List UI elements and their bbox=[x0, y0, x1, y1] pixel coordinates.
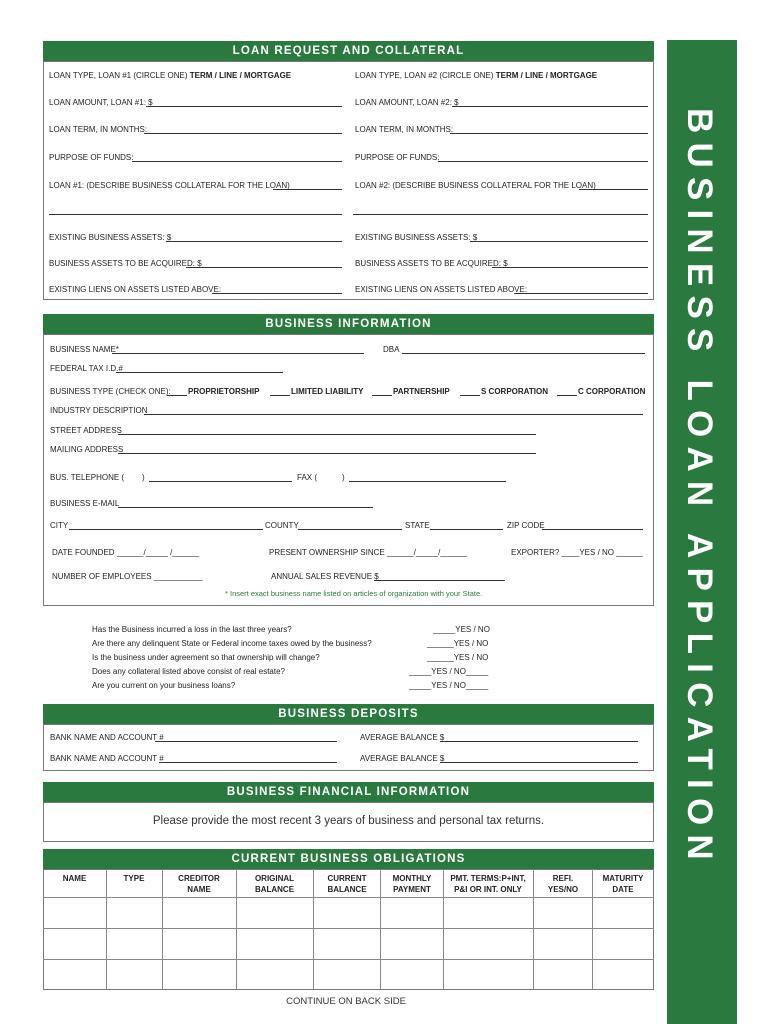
loan1-liens-label: EXISTING LIENS ON ASSETS LISTED ABOVE: bbox=[49, 285, 222, 294]
zip-field[interactable] bbox=[542, 529, 643, 530]
dba-field[interactable] bbox=[402, 353, 645, 354]
llc-option: LIMITED LIABILITY bbox=[291, 387, 364, 396]
column-divider bbox=[443, 869, 444, 990]
business-info-title: BUSINESS INFORMATION bbox=[43, 314, 654, 334]
county-label: COUNTY bbox=[265, 521, 299, 530]
question-current-loans: Are you current on your business loans? bbox=[92, 681, 236, 690]
col-header-current: CURRENT BALANCE bbox=[327, 874, 367, 894]
partnership-checkbox[interactable] bbox=[372, 395, 392, 396]
col-header-type: TYPE bbox=[123, 874, 145, 883]
fax-paren: ) bbox=[342, 473, 345, 482]
industry-field[interactable] bbox=[144, 414, 643, 415]
loan1-term-field[interactable] bbox=[144, 133, 342, 134]
loan2-assets-field[interactable] bbox=[470, 241, 648, 242]
business-type-label: BUSINESS TYPE (CHECK ONE): bbox=[50, 387, 171, 396]
loan2-purpose-field[interactable] bbox=[438, 161, 648, 162]
business-name-label: BUSINESS NAME* bbox=[50, 345, 119, 354]
tax-id-field[interactable] bbox=[116, 372, 283, 373]
column-divider bbox=[236, 869, 237, 990]
loan1-amount-field[interactable] bbox=[146, 106, 342, 107]
answer-current-loans[interactable]: _____YES / NO_____ bbox=[409, 681, 489, 690]
loan1-purpose-label: PURPOSE OF FUNDS: bbox=[49, 153, 134, 162]
loan1-collateral-field[interactable] bbox=[273, 189, 342, 190]
loan1-collateral-field-2[interactable] bbox=[49, 214, 342, 215]
ownership-label: PRESENT OWNERSHIP SINCE ______/_____/______ bbox=[269, 548, 468, 557]
county-field[interactable] bbox=[298, 529, 402, 530]
exporter-label: EXPORTER? ____YES / NO ______ bbox=[511, 548, 643, 557]
obligations-title: CURRENT BUSINESS OBLIGATIONS bbox=[43, 849, 654, 869]
state-label: STATE bbox=[405, 521, 430, 530]
partnership-option: PARTNERSHIP bbox=[393, 387, 450, 396]
continue-note: CONTINUE ON BACK SIDE bbox=[286, 996, 406, 1007]
answer-ownership[interactable]: ______YES / NO bbox=[427, 653, 489, 662]
question-loss: Has the Business incurred a loss in the last three years? bbox=[92, 625, 292, 634]
llc-checkbox[interactable] bbox=[270, 395, 290, 396]
avg2-field[interactable] bbox=[440, 762, 638, 763]
loan2-purpose-label: PURPOSE OF FUNDS: bbox=[355, 153, 440, 162]
row-divider bbox=[43, 959, 654, 960]
col-header-creditor: CREDITOR NAME bbox=[178, 874, 220, 894]
dba-label: DBA bbox=[383, 345, 400, 354]
loan1-liens-field[interactable] bbox=[212, 293, 342, 294]
financial-instruction: Please provide the most recent 3 years of business and personal tax returns. bbox=[152, 815, 545, 827]
s-corp-checkbox[interactable] bbox=[460, 395, 480, 396]
telephone-label: BUS. TELEPHONE ( bbox=[50, 473, 125, 482]
financial-title: BUSINESS FINANCIAL INFORMATION bbox=[43, 782, 654, 802]
col-header-original: ORIGINAL BALANCE bbox=[254, 874, 295, 894]
date-founded-field[interactable]: ______/_____ /______ bbox=[116, 548, 200, 557]
loan1-assets-label: EXISTING BUSINESS ASSETS: $ bbox=[49, 233, 172, 242]
loan2-collateral-field[interactable] bbox=[579, 189, 648, 190]
answer-loss[interactable]: _____YES / NO bbox=[433, 625, 490, 634]
loan2-acquired-label: BUSINESS ASSETS TO BE ACQUIRED: $ bbox=[355, 259, 508, 268]
column-divider bbox=[380, 869, 381, 990]
mailing-field[interactable] bbox=[118, 453, 536, 454]
loan1-assets-field[interactable] bbox=[166, 241, 342, 242]
exporter-field[interactable]: ____YES / NO ______ bbox=[561, 548, 643, 557]
loan1-term-label: LOAN TERM, IN MONTHS: bbox=[49, 125, 148, 134]
bank1-field[interactable] bbox=[155, 741, 337, 742]
loan2-amount-label: LOAN AMOUNT, LOAN #2: $ bbox=[355, 98, 459, 107]
deposits-title: BUSINESS DEPOSITS bbox=[43, 704, 654, 724]
s-corp-option: S CORPORATION bbox=[481, 387, 548, 396]
loan2-type-label: LOAN TYPE, LOAN #2 (CIRCLE ONE) TERM / LINE / MORTGAGE bbox=[355, 71, 598, 80]
loan2-assets-label: EXISTING BUSINESS ASSETS: $ bbox=[355, 233, 478, 242]
loan2-acquired-field[interactable] bbox=[492, 267, 648, 268]
mailing-label: MAILING ADDRESS bbox=[50, 445, 124, 454]
loan2-term-label: LOAN TERM, IN MONTHS: bbox=[355, 125, 454, 134]
proprietorship-option: PROPRIETORSHIP bbox=[188, 387, 260, 396]
business-info-box bbox=[43, 334, 654, 606]
email-field[interactable] bbox=[118, 507, 373, 508]
street-label: STREET ADDRESS bbox=[50, 426, 122, 435]
industry-label: INDUSTRY DESCRIPTION bbox=[50, 406, 148, 415]
loan2-liens-field[interactable] bbox=[514, 293, 648, 294]
bank2-label: BANK NAME AND ACCOUNT # bbox=[50, 754, 164, 763]
c-corp-checkbox[interactable] bbox=[557, 395, 577, 396]
col-header-monthly: MONTHLY PAYMENT bbox=[392, 874, 432, 894]
revenue-field[interactable] bbox=[374, 580, 505, 581]
row-divider bbox=[43, 897, 654, 898]
loan-section-title: LOAN REQUEST AND COLLATERAL bbox=[43, 41, 654, 61]
bank1-label: BANK NAME AND ACCOUNT # bbox=[50, 733, 164, 742]
loan2-amount-field[interactable] bbox=[452, 106, 648, 107]
ownership-field[interactable]: ______/_____/______ bbox=[386, 548, 468, 557]
answer-taxes[interactable]: ______YES / NO bbox=[427, 639, 489, 648]
c-corp-option: C CORPORATION bbox=[578, 387, 646, 396]
fax-field[interactable] bbox=[349, 481, 506, 482]
loan1-type-label: LOAN TYPE, LOAN #1 (CIRCLE ONE) TERM / LINE / MORTGAGE bbox=[49, 71, 292, 80]
zip-label: ZIP CODE bbox=[507, 521, 545, 530]
business-name-field[interactable] bbox=[112, 353, 364, 354]
city-field[interactable] bbox=[69, 529, 263, 530]
column-divider bbox=[592, 869, 593, 990]
loan1-acquired-label: BUSINESS ASSETS TO BE ACQUIRED: $ bbox=[49, 259, 202, 268]
answer-real-estate[interactable]: _____YES / NO_____ bbox=[409, 667, 489, 676]
proprietorship-checkbox[interactable] bbox=[167, 395, 187, 396]
business-name-note: * Insert exact business name listed on articles of organization with your State. bbox=[225, 589, 483, 598]
loan1-amount-label: LOAN AMOUNT, LOAN #1: $ bbox=[49, 98, 153, 107]
loan2-collateral-label: LOAN #2: (DESCRIBE BUSINESS COLLATERAL FOR THE LOAN) bbox=[355, 181, 596, 190]
loan2-term-field[interactable] bbox=[450, 133, 648, 134]
employees-field[interactable]: ___________ bbox=[153, 572, 203, 581]
avg1-field[interactable] bbox=[440, 741, 638, 742]
row-divider bbox=[43, 928, 654, 929]
column-divider bbox=[313, 869, 314, 990]
state-field[interactable] bbox=[430, 529, 503, 530]
telephone-field[interactable] bbox=[149, 481, 292, 482]
question-taxes: Are there any delinquent State or Federal income taxes owed by the business? bbox=[92, 639, 372, 648]
question-ownership: Is the business under agreement so that ownership will change? bbox=[92, 653, 320, 662]
avg2-label: AVERAGE BALANCE $ bbox=[360, 754, 445, 763]
street-field[interactable] bbox=[118, 434, 536, 435]
question-real-estate: Does any collateral listed above consist of real estate? bbox=[92, 667, 285, 676]
loan2-liens-label: EXISTING LIENS ON ASSETS LISTED ABOVE: bbox=[355, 285, 528, 294]
loan1-acquired-field[interactable] bbox=[186, 267, 342, 268]
loan1-purpose-field[interactable] bbox=[132, 161, 342, 162]
col-header-maturity: MATURITY DATE bbox=[602, 874, 644, 894]
employees-label: NUMBER OF EMPLOYEES ___________ bbox=[52, 572, 203, 581]
tax-id-label: FEDERAL TAX I.D.# bbox=[50, 364, 123, 373]
fax-label: FAX ( bbox=[297, 473, 318, 482]
loan1-collateral-label: LOAN #1: (DESCRIBE BUSINESS COLLATERAL FOR THE LOAN) bbox=[49, 181, 290, 190]
col-header-refi: REFI. YES/NO bbox=[547, 874, 579, 894]
revenue-label: ANNUAL SALES REVENUE $ bbox=[271, 572, 379, 581]
email-label: BUSINESS E-MAIL bbox=[50, 499, 120, 508]
col-header-pmt-terms: PMT. TERMS:P+INT, P&I OR INT. ONLY bbox=[450, 874, 526, 894]
loan2-collateral-field-2[interactable] bbox=[353, 214, 648, 215]
column-divider bbox=[533, 869, 534, 990]
column-divider bbox=[106, 869, 107, 990]
col-header-name: NAME bbox=[62, 874, 87, 883]
column-divider bbox=[162, 869, 163, 990]
date-founded-label: DATE FOUNDED ______/_____ /______ bbox=[52, 548, 200, 557]
city-label: CITY bbox=[50, 521, 69, 530]
avg1-label: AVERAGE BALANCE $ bbox=[360, 733, 445, 742]
bank2-field[interactable] bbox=[159, 762, 337, 763]
telephone-paren: ) bbox=[142, 473, 145, 482]
